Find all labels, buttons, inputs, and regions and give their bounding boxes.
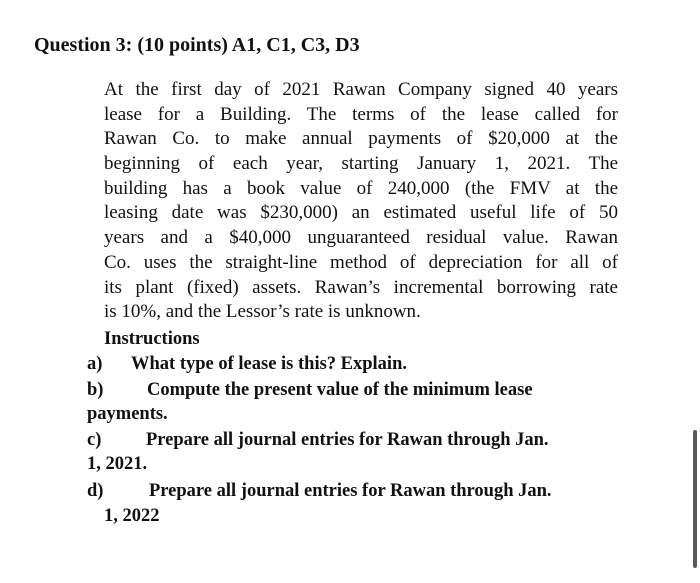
vertical-scrollbar[interactable] <box>693 430 697 568</box>
paragraph-line: beginning of each year, starting January 1, 2021. The <box>104 153 618 175</box>
paragraph-line: its plant (fixed) assets. Rawan’s incremental borrowing rate <box>104 276 618 298</box>
item-marker: c) <box>87 430 102 450</box>
instruction-item-a <box>87 352 407 376</box>
question-heading: Question 3: (10 points) A1, C1, C3, D3 <box>34 34 360 56</box>
item-text: Prepare all journal entries for Rawan through Jan. <box>146 430 549 450</box>
instruction-item-d-continuation: 1, 2022 <box>104 506 160 526</box>
paragraph-line: building has a book value of 240,000 (the FMV at the <box>104 177 618 199</box>
problem-paragraph <box>104 78 618 325</box>
instruction-item-b-continuation: payments. <box>87 404 168 424</box>
paragraph-line: At the first day of 2021 Rawan Company signed 40 years <box>104 79 618 100</box>
paragraph-line: lease for a Building. The terms of the lease called for <box>104 103 618 125</box>
item-text: Prepare all journal entries for Rawan through Jan. <box>149 481 552 501</box>
item-marker: b) <box>87 380 104 400</box>
instruction-item-c <box>87 428 549 452</box>
paragraph-line: is 10%, and the Lessor’s rate is unknown. <box>104 301 421 323</box>
item-text: Compute the present value of the minimum lease <box>147 380 533 400</box>
instructions-title: Instructions <box>104 329 200 349</box>
paragraph-line: Rawan Co. to make annual payments of $20,000 at the <box>104 128 618 150</box>
instruction-item-b <box>87 378 533 402</box>
paragraph-line: years and a $40,000 unguaranteed residual value. Rawan <box>104 227 618 249</box>
item-marker: d) <box>87 481 104 501</box>
paragraph-line: leasing date was $230,000) an estimated useful life of 50 <box>104 202 618 224</box>
item-marker: a) <box>87 354 103 374</box>
item-text: What type of lease is this? Explain. <box>131 354 407 374</box>
instruction-item-d <box>87 479 552 503</box>
instruction-item-c-continuation: 1, 2021. <box>87 454 148 474</box>
paragraph-line: Co. uses the straight-line method of depreciation for all of <box>104 251 618 273</box>
